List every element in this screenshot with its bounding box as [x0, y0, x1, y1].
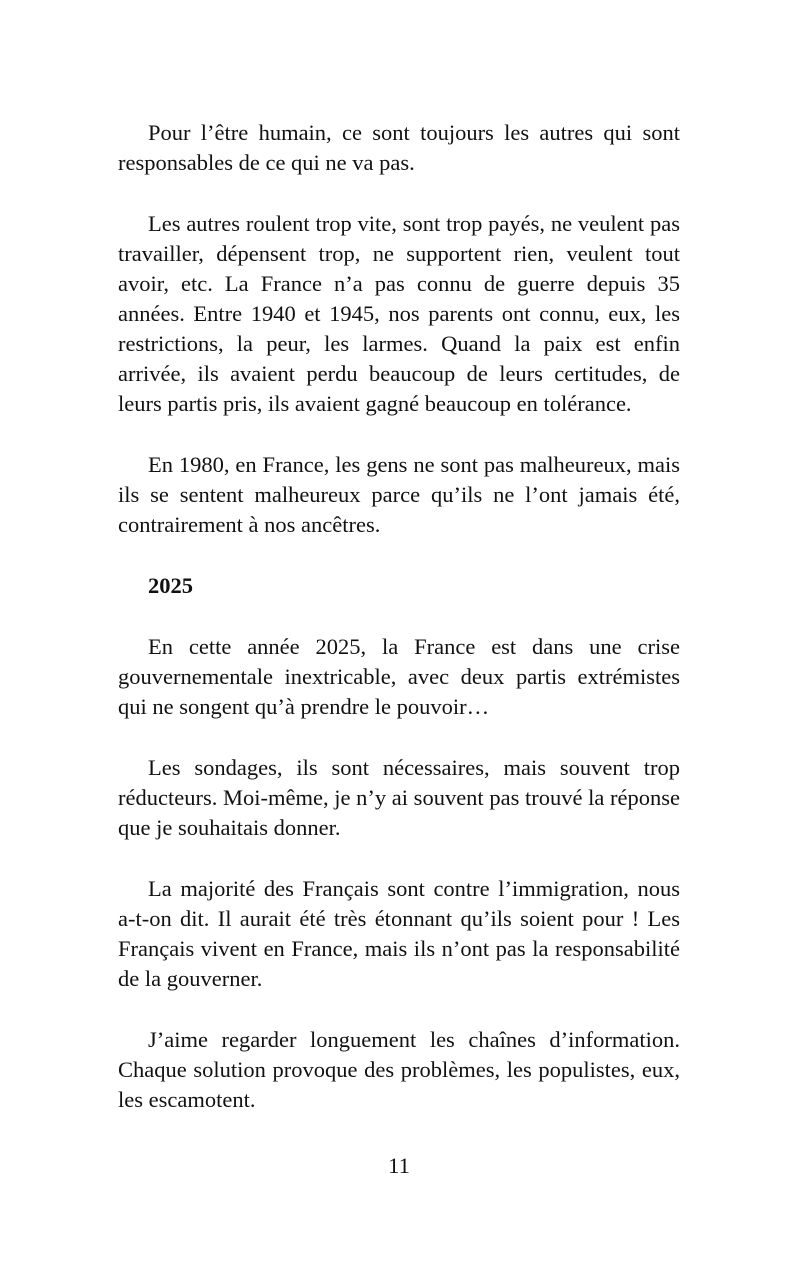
paragraph-5: Les sondages, ils sont nécessaires, mais souvent trop réducteurs. Moi-même, je n’y ai souvent pas trouvé la réponse que je souhaitais donner. — [118, 755, 680, 840]
page-number: 11 — [388, 1153, 410, 1178]
paragraph-7: J’aime regarder longuement les chaînes d’information. Chaque solution provoque des problèmes, les populistes, eux, les escamotent. — [118, 1027, 680, 1112]
page-body — [118, 118, 680, 1115]
section-heading: 2025 — [148, 573, 193, 598]
paragraph-3: En 1980, en France, les gens ne sont pas malheureux, mais ils se sentent malheureux parce qu’ils ne l’ont jamais été, contrairement à nos ancêtres. — [118, 452, 680, 537]
paragraph-2: Les autres roulent trop vite, sont trop payés, ne veulent pas travailler, dépensent trop, ne supportent rien, veulent tout avoir, etc. La France n’a pas connu de guerre depuis 35 années. Entre 1940 et 1945, nos parents ont connu, eux, les restrictions, la peur, les larmes. Quand la paix est enfin arrivée, ils avaient perdu beaucoup de leurs certitudes, de leurs partis pris, ils avaient gagné beaucoup en tolérance. — [118, 211, 680, 416]
paragraph-6: La majorité des Français sont contre l’immigration, nous a-t-on dit. Il aurait été très étonnant qu’ils soient pour ! Les Français vivent en France, mais ils n’ont pas la responsabilité de la gouverner. — [118, 876, 680, 991]
paragraph-4: En cette année 2025, la France est dans une crise gouvernementale inextricable, avec deux partis extrémistes qui ne songent qu’à prendre le pouvoir… — [118, 634, 680, 719]
paragraph-1: Pour l’être humain, ce sont toujours les autres qui sont responsables de ce qui ne va pas. — [118, 120, 680, 175]
